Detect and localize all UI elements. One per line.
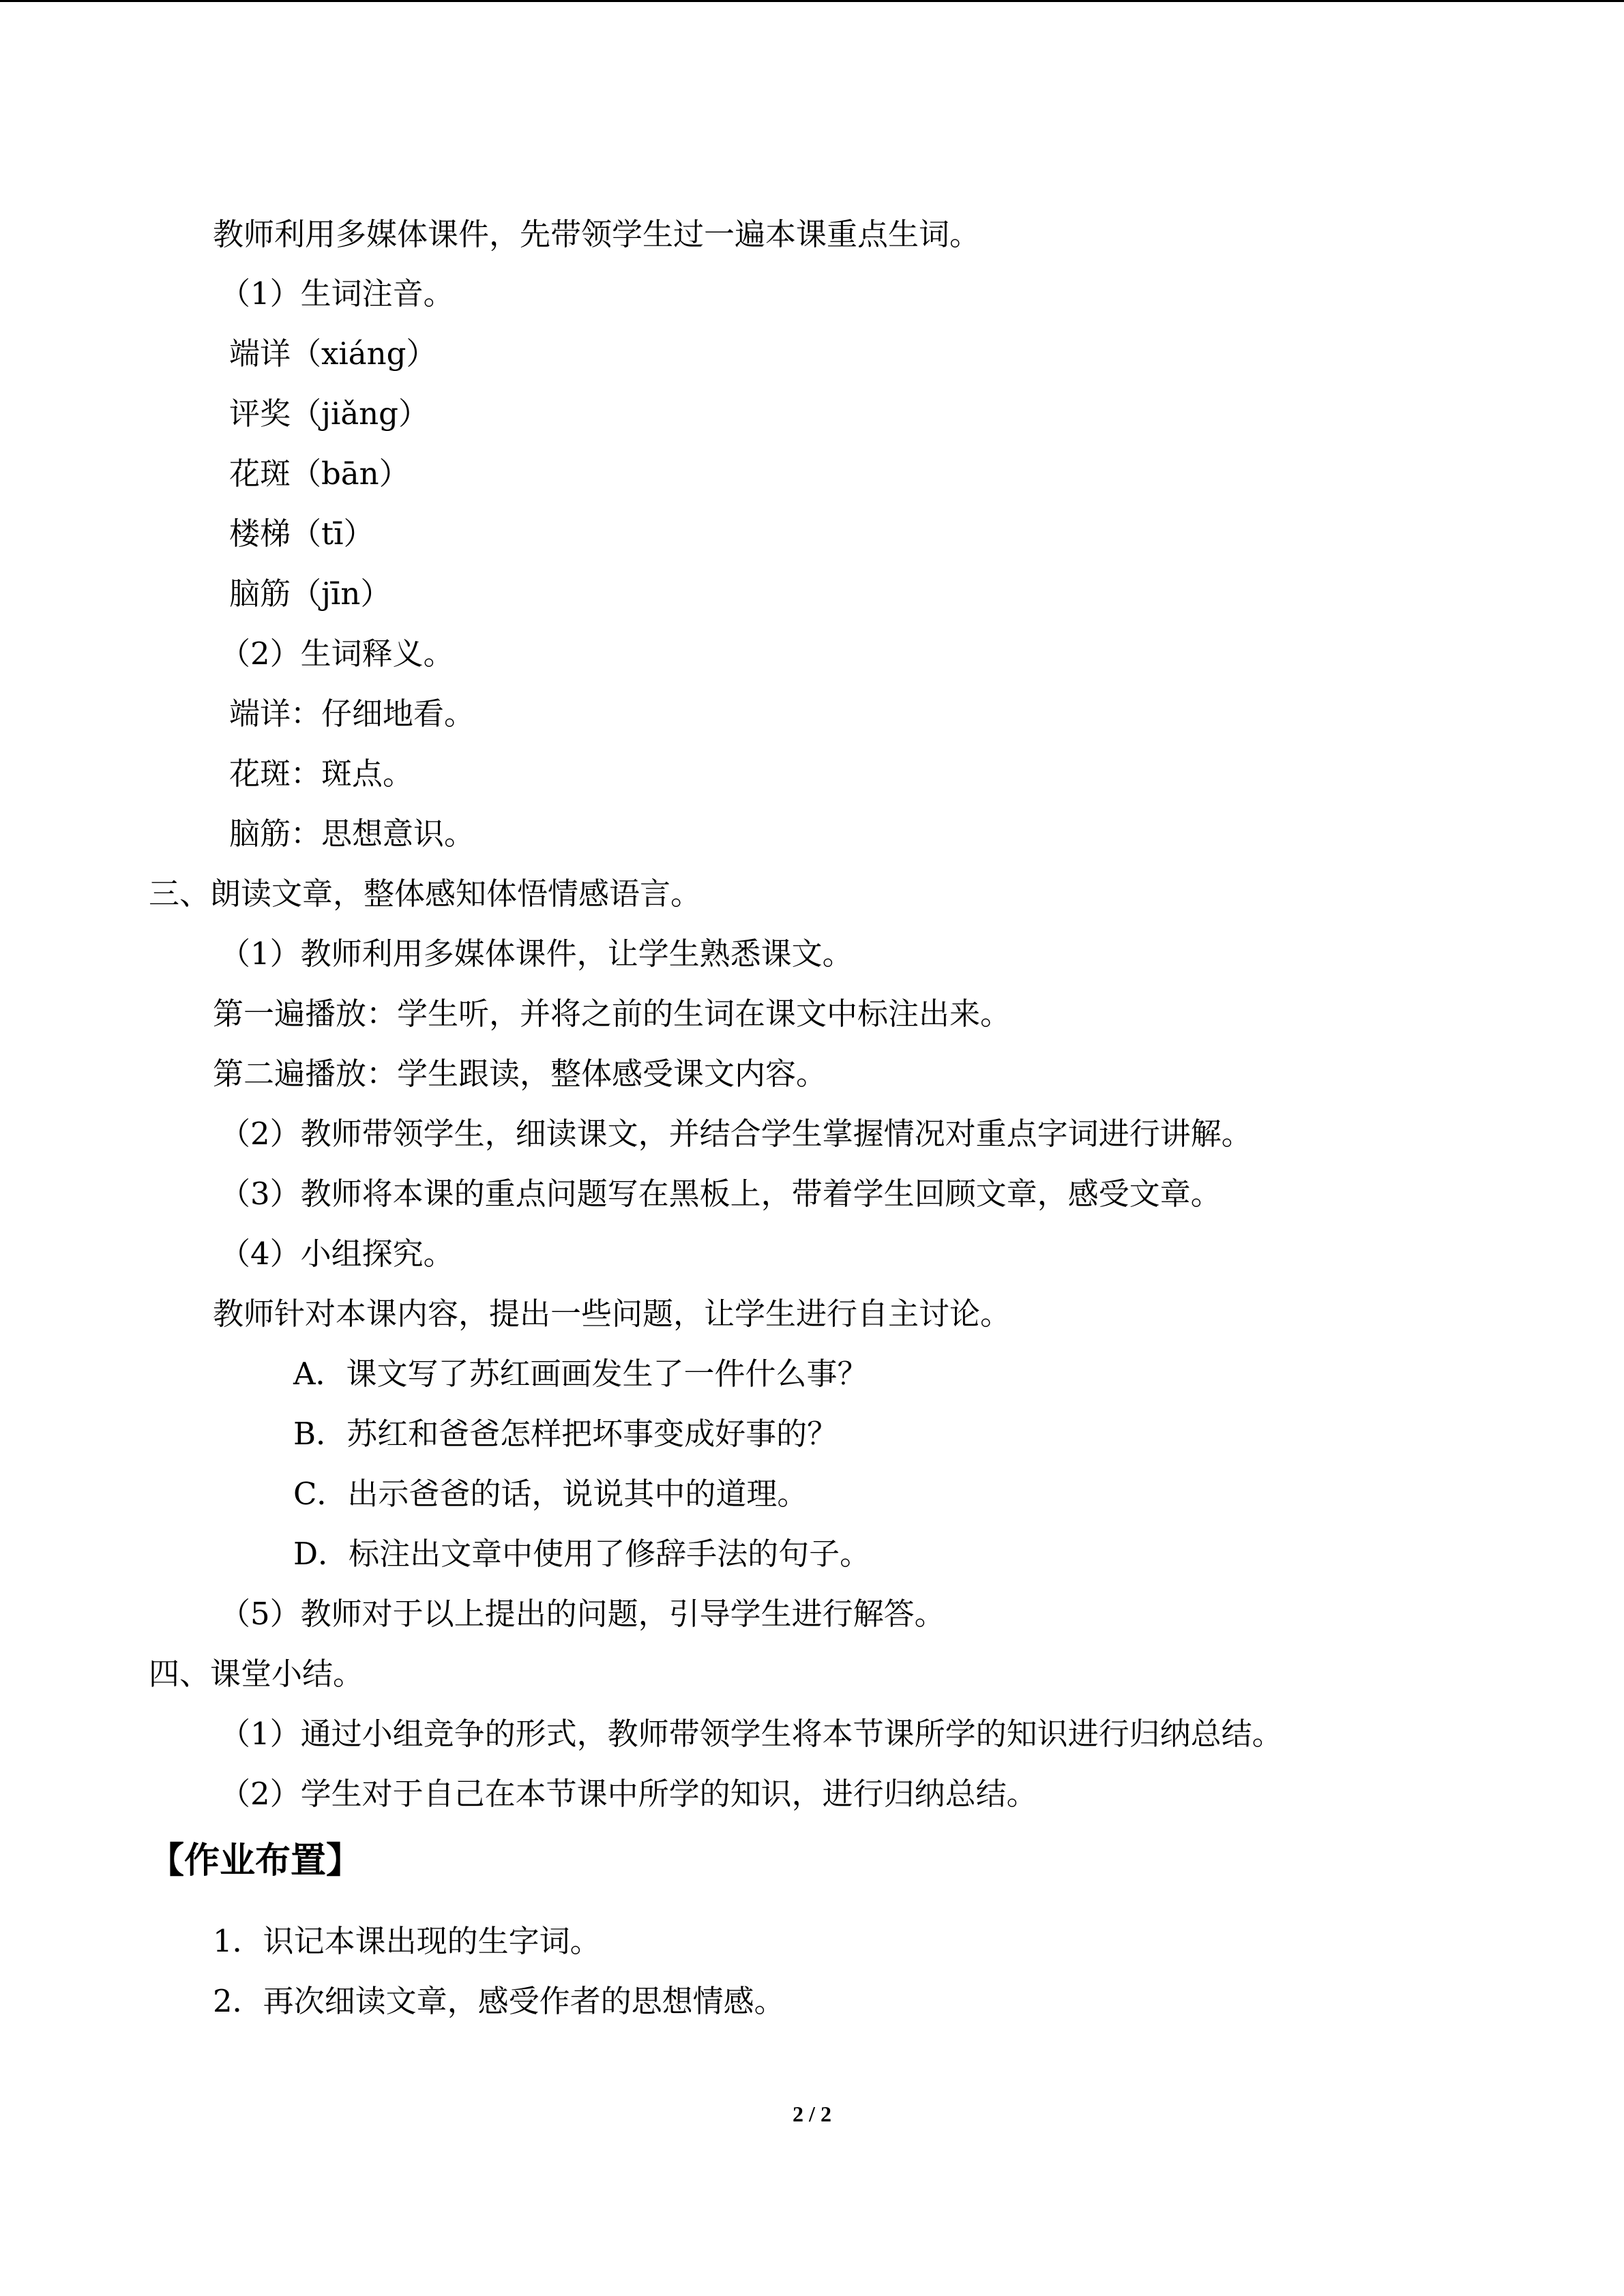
text-line: 脑筋：思想意识。 — [229, 816, 475, 852]
question-item: C．出示爸爸的话，说说其中的道理。 — [293, 1476, 808, 1512]
text-line: （5）教师对于以上提出的问题，引导学生进行解答。 — [220, 1596, 945, 1632]
text-line: （1）教师利用多媒体课件，让学生熟悉课文。 — [220, 936, 853, 972]
question-item: A．课文写了苏红画画发生了一件什么事？ — [293, 1356, 868, 1392]
text-line: 楼梯（tī） — [229, 516, 374, 552]
text-line: 教师针对本课内容，提出一些问题，让学生进行自主讨论。 — [213, 1296, 1012, 1332]
page-top-border — [0, 0, 1624, 2]
text-line: （4）小组探究。 — [220, 1236, 454, 1272]
section-heading: 三、朗读文章，整体感知体悟情感语言。 — [149, 876, 702, 912]
text-line: （2）学生对于自己在本节课中所学的知识，进行归纳总结。 — [220, 1776, 1037, 1812]
text-line: （2）教师带领学生，细读课文，并结合学生掌握情况对重点字词进行讲解。 — [220, 1116, 1252, 1152]
text-line: （1）通过小组竞争的形式，教师带领学生将本节课所学的知识进行归纳总结。 — [220, 1716, 1283, 1752]
text-line: 端详（xiáng） — [229, 336, 437, 372]
text-line: 第二遍播放：学生跟读，整体感受课文内容。 — [213, 1056, 827, 1092]
page-number: 2 / 2 — [793, 2102, 831, 2126]
text-line: 脑筋（jīn） — [229, 576, 392, 612]
text-line: （1）生词注音。 — [220, 275, 454, 312]
homework-item: 2．再次细读文章，感受作者的思想情感。 — [213, 1983, 785, 2019]
text-line: 花斑（bān） — [229, 456, 410, 492]
text-line: （3）教师将本课的重点问题写在黑板上，带着学生回顾文章，感受文章。 — [220, 1176, 1222, 1212]
homework-item: 1．识记本课出现的生字词。 — [213, 1923, 601, 1959]
question-item: D．标注出文章中使用了修辞手法的句子。 — [293, 1536, 871, 1572]
homework-heading: 【作业布置】 — [149, 1840, 362, 1881]
text-line: 第一遍播放：学生听，并将之前的生词在课文中标注出来。 — [213, 996, 1012, 1032]
text-line: 花斑：斑点。 — [229, 756, 414, 792]
text-line: 教师利用多媒体课件，先带领学生过一遍本课重点生词。 — [213, 216, 981, 252]
section-heading: 四、课堂小结。 — [149, 1656, 364, 1692]
text-line: （2）生词释义。 — [220, 636, 454, 672]
question-item: B．苏红和爸爸怎样把坏事变成好事的？ — [293, 1416, 838, 1452]
text-line: 评奖（jiǎng） — [229, 396, 429, 432]
text-line: 端详：仔细地看。 — [229, 696, 475, 732]
